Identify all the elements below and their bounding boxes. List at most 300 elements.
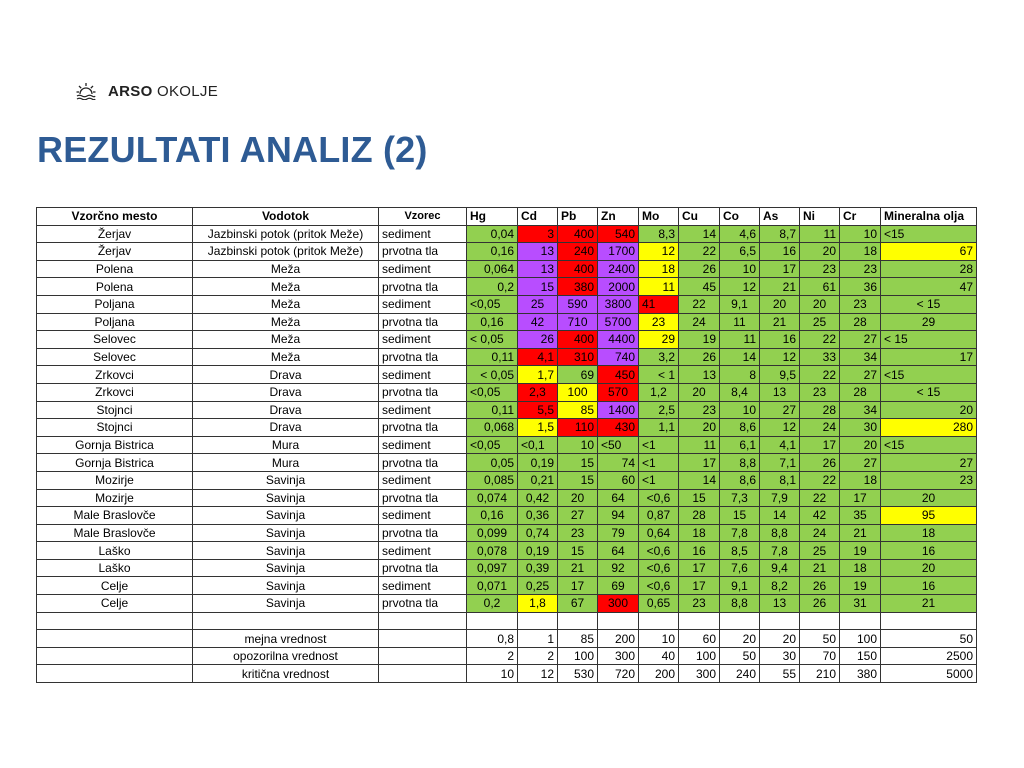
value-cell: 19 bbox=[840, 542, 881, 560]
value-cell: 0,2 bbox=[467, 595, 518, 613]
empty-cell bbox=[598, 612, 639, 630]
watercourse-cell: Drava bbox=[193, 401, 379, 419]
value-cell: 15 bbox=[720, 507, 760, 525]
table-row bbox=[37, 260, 977, 278]
value-cell: 18 bbox=[840, 471, 881, 489]
column-header: Vzorčno mesto bbox=[37, 208, 193, 226]
table-row bbox=[37, 507, 977, 525]
value-cell: 0,21 bbox=[518, 471, 558, 489]
sample-type-cell: prvotna tla bbox=[379, 595, 467, 613]
value-cell: 22 bbox=[800, 331, 840, 349]
value-cell: 0,074 bbox=[467, 489, 518, 507]
value-cell: 9,1 bbox=[720, 295, 760, 313]
limit-value-cell: 50 bbox=[881, 630, 977, 648]
value-cell: 47 bbox=[881, 278, 977, 296]
value-cell: 17 bbox=[881, 348, 977, 366]
value-cell: 22 bbox=[679, 295, 720, 313]
value-cell: 35 bbox=[840, 507, 881, 525]
value-cell: 0,19 bbox=[518, 542, 558, 560]
value-cell: 14 bbox=[679, 225, 720, 243]
value-cell: 0,097 bbox=[467, 559, 518, 577]
empty-cell bbox=[37, 612, 193, 630]
value-cell: 22 bbox=[800, 366, 840, 384]
value-cell: 3 bbox=[518, 225, 558, 243]
value-cell: 34 bbox=[840, 348, 881, 366]
limit-value-cell: 70 bbox=[800, 647, 840, 665]
limit-value-cell: 380 bbox=[840, 665, 881, 683]
table-row bbox=[37, 595, 977, 613]
value-cell: 20 bbox=[881, 401, 977, 419]
value-cell: 27 bbox=[840, 331, 881, 349]
sampling-site-cell: Mozirje bbox=[37, 489, 193, 507]
value-cell: 10 bbox=[720, 401, 760, 419]
value-cell: 590 bbox=[558, 295, 598, 313]
value-cell: 74 bbox=[598, 454, 639, 472]
value-cell: 21 bbox=[881, 595, 977, 613]
column-header: Cu bbox=[679, 208, 720, 226]
value-cell: 27 bbox=[558, 507, 598, 525]
value-cell: <0,6 bbox=[639, 489, 679, 507]
value-cell: < 15 bbox=[881, 331, 977, 349]
watercourse-cell: Meža bbox=[193, 295, 379, 313]
sample-type-cell: sediment bbox=[379, 577, 467, 595]
table-header-row bbox=[37, 208, 977, 226]
watercourse-cell: Savinja bbox=[193, 577, 379, 595]
limit-value-cell: 12 bbox=[518, 665, 558, 683]
value-cell: 0,05 bbox=[467, 454, 518, 472]
sampling-site-cell: Laško bbox=[37, 542, 193, 560]
limit-row bbox=[37, 630, 977, 648]
value-cell: 0,36 bbox=[518, 507, 558, 525]
limit-value-cell: 100 bbox=[558, 647, 598, 665]
sampling-site-cell: Mozirje bbox=[37, 471, 193, 489]
limit-value-cell: 50 bbox=[720, 647, 760, 665]
empty-cell bbox=[679, 612, 720, 630]
watercourse-cell: Jazbinski potok (pritok Meže) bbox=[193, 225, 379, 243]
limit-label-cell: kritična vrednost bbox=[193, 665, 379, 683]
brand-name: ARSO OKOLJE bbox=[108, 82, 219, 100]
empty-cell bbox=[467, 612, 518, 630]
watercourse-cell: Mura bbox=[193, 436, 379, 454]
value-cell: 34 bbox=[840, 401, 881, 419]
table-row bbox=[37, 489, 977, 507]
sampling-site-cell: Gornja Bistrica bbox=[37, 436, 193, 454]
limit-label-cell: mejna vrednost bbox=[193, 630, 379, 648]
value-cell: 20 bbox=[679, 419, 720, 437]
value-cell: 28 bbox=[840, 383, 881, 401]
value-cell: 61 bbox=[800, 278, 840, 296]
value-cell: 8,3 bbox=[639, 225, 679, 243]
value-cell: 0,04 bbox=[467, 225, 518, 243]
value-cell: 20 bbox=[558, 489, 598, 507]
value-cell: 8,8 bbox=[720, 454, 760, 472]
value-cell: 11 bbox=[800, 225, 840, 243]
sampling-site-cell: Selovec bbox=[37, 348, 193, 366]
value-cell: 15 bbox=[558, 542, 598, 560]
value-cell: 18 bbox=[639, 260, 679, 278]
column-header: Mineralna olja bbox=[881, 208, 977, 226]
value-cell: 2,3 bbox=[518, 383, 558, 401]
value-cell: 16 bbox=[881, 577, 977, 595]
value-cell: 30 bbox=[840, 419, 881, 437]
sampling-site-cell: Stojnci bbox=[37, 401, 193, 419]
sample-type-cell: prvotna tla bbox=[379, 489, 467, 507]
value-cell: < 0,05 bbox=[467, 366, 518, 384]
value-cell: 23 bbox=[679, 401, 720, 419]
value-cell: 79 bbox=[598, 524, 639, 542]
value-cell: <0,05 bbox=[467, 295, 518, 313]
value-cell: 25 bbox=[800, 542, 840, 560]
value-cell: 8 bbox=[720, 366, 760, 384]
table-row bbox=[37, 577, 977, 595]
value-cell: 0,64 bbox=[639, 524, 679, 542]
limit-row bbox=[37, 665, 977, 683]
watercourse-cell: Savinja bbox=[193, 595, 379, 613]
value-cell: 9,1 bbox=[720, 577, 760, 595]
value-cell: 20 bbox=[881, 489, 977, 507]
value-cell: 16 bbox=[760, 331, 800, 349]
value-cell: 22 bbox=[800, 489, 840, 507]
value-cell: 23 bbox=[679, 595, 720, 613]
sample-type-cell: sediment bbox=[379, 401, 467, 419]
value-cell: 0,071 bbox=[467, 577, 518, 595]
value-cell: 0,74 bbox=[518, 524, 558, 542]
value-cell: 27 bbox=[840, 454, 881, 472]
value-cell: 41 bbox=[639, 295, 679, 313]
value-cell: 13 bbox=[760, 383, 800, 401]
empty-cell bbox=[518, 612, 558, 630]
limit-value-cell: 100 bbox=[679, 647, 720, 665]
value-cell: 310 bbox=[558, 348, 598, 366]
value-cell: <1 bbox=[639, 471, 679, 489]
sampling-site-cell: Celje bbox=[37, 595, 193, 613]
value-cell: 1400 bbox=[598, 401, 639, 419]
watercourse-cell: Meža bbox=[193, 260, 379, 278]
value-cell: 0,25 bbox=[518, 577, 558, 595]
watercourse-cell: Savinja bbox=[193, 559, 379, 577]
value-cell: 25 bbox=[518, 295, 558, 313]
value-cell: <0,6 bbox=[639, 577, 679, 595]
value-cell: 20 bbox=[679, 383, 720, 401]
sampling-site-cell: Žerjav bbox=[37, 225, 193, 243]
empty-cell bbox=[840, 612, 881, 630]
sample-type-cell: prvotna tla bbox=[379, 524, 467, 542]
watercourse-cell: Savinja bbox=[193, 507, 379, 525]
watercourse-cell: Meža bbox=[193, 313, 379, 331]
value-cell: 27 bbox=[881, 454, 977, 472]
value-cell: 0,078 bbox=[467, 542, 518, 560]
value-cell: 23 bbox=[840, 295, 881, 313]
column-header: Zn bbox=[598, 208, 639, 226]
value-cell: <0,05 bbox=[467, 383, 518, 401]
value-cell: 20 bbox=[760, 295, 800, 313]
value-cell: <1 bbox=[639, 454, 679, 472]
value-cell: 7,8 bbox=[760, 542, 800, 560]
sample-type-cell: prvotna tla bbox=[379, 454, 467, 472]
table-row bbox=[37, 313, 977, 331]
value-cell: 8,1 bbox=[760, 471, 800, 489]
value-cell: 14 bbox=[720, 348, 760, 366]
arso-logo bbox=[76, 80, 218, 102]
value-cell: <1 bbox=[639, 436, 679, 454]
limit-row bbox=[37, 647, 977, 665]
value-cell: 69 bbox=[558, 366, 598, 384]
value-cell: 2000 bbox=[598, 278, 639, 296]
value-cell: < 0,05 bbox=[467, 331, 518, 349]
value-cell: 2,5 bbox=[639, 401, 679, 419]
value-cell: 17 bbox=[679, 454, 720, 472]
sampling-site-cell: Polena bbox=[37, 278, 193, 296]
limit-value-cell: 85 bbox=[558, 630, 598, 648]
value-cell: 5,5 bbox=[518, 401, 558, 419]
value-cell: 21 bbox=[800, 559, 840, 577]
value-cell: 36 bbox=[840, 278, 881, 296]
limit-value-cell: 200 bbox=[598, 630, 639, 648]
value-cell: 5700 bbox=[598, 313, 639, 331]
value-cell: 2400 bbox=[598, 260, 639, 278]
empty-cell bbox=[720, 612, 760, 630]
limit-value-cell: 210 bbox=[800, 665, 840, 683]
value-cell: 22 bbox=[679, 243, 720, 261]
sampling-site-cell: Celje bbox=[37, 577, 193, 595]
value-cell: 28 bbox=[800, 401, 840, 419]
value-cell: 69 bbox=[598, 577, 639, 595]
value-cell: 28 bbox=[840, 313, 881, 331]
value-cell: 8,7 bbox=[760, 225, 800, 243]
value-cell: 64 bbox=[598, 489, 639, 507]
value-cell: 7,6 bbox=[720, 559, 760, 577]
value-cell: 15 bbox=[558, 454, 598, 472]
value-cell: 540 bbox=[598, 225, 639, 243]
value-cell: 29 bbox=[639, 331, 679, 349]
value-cell: 24 bbox=[679, 313, 720, 331]
value-cell: 8,6 bbox=[720, 419, 760, 437]
sample-type-cell: prvotna tla bbox=[379, 559, 467, 577]
value-cell: 23 bbox=[639, 313, 679, 331]
value-cell: <15 bbox=[881, 366, 977, 384]
sample-type-cell: sediment bbox=[379, 507, 467, 525]
empty-cell bbox=[193, 612, 379, 630]
value-cell: 0,65 bbox=[639, 595, 679, 613]
value-cell: 19 bbox=[840, 577, 881, 595]
value-cell: 10 bbox=[840, 225, 881, 243]
value-cell: 26 bbox=[800, 577, 840, 595]
sample-type-cell: sediment bbox=[379, 260, 467, 278]
value-cell: < 15 bbox=[881, 295, 977, 313]
limit-value-cell: 30 bbox=[760, 647, 800, 665]
value-cell: <50 bbox=[598, 436, 639, 454]
value-cell: 24 bbox=[800, 419, 840, 437]
value-cell: 280 bbox=[881, 419, 977, 437]
empty-cell bbox=[760, 612, 800, 630]
value-cell: 15 bbox=[518, 278, 558, 296]
value-cell: 0,085 bbox=[467, 471, 518, 489]
limit-value-cell: 10 bbox=[639, 630, 679, 648]
sample-type-cell: prvotna tla bbox=[379, 313, 467, 331]
column-header: Hg bbox=[467, 208, 518, 226]
value-cell: 11 bbox=[679, 436, 720, 454]
value-cell: 8,4 bbox=[720, 383, 760, 401]
value-cell: 740 bbox=[598, 348, 639, 366]
results-table bbox=[36, 207, 977, 683]
watercourse-cell: Meža bbox=[193, 331, 379, 349]
value-cell: 16 bbox=[760, 243, 800, 261]
value-cell: 400 bbox=[558, 225, 598, 243]
column-header: Vzorec bbox=[379, 208, 467, 226]
sampling-site-cell: Male Braslovče bbox=[37, 524, 193, 542]
watercourse-cell: Savinja bbox=[193, 489, 379, 507]
sampling-site-cell: Gornja Bistrica bbox=[37, 454, 193, 472]
value-cell: 85 bbox=[558, 401, 598, 419]
value-cell: 9,4 bbox=[760, 559, 800, 577]
limit-value-cell: 2 bbox=[518, 647, 558, 665]
value-cell: 4,1 bbox=[518, 348, 558, 366]
watercourse-cell: Meža bbox=[193, 278, 379, 296]
value-cell: 21 bbox=[840, 524, 881, 542]
watercourse-cell: Drava bbox=[193, 383, 379, 401]
value-cell: 8,5 bbox=[720, 542, 760, 560]
value-cell: 19 bbox=[679, 331, 720, 349]
value-cell: 6,1 bbox=[720, 436, 760, 454]
sample-type-cell: prvotna tla bbox=[379, 383, 467, 401]
value-cell: 12 bbox=[760, 419, 800, 437]
limit-value-cell: 300 bbox=[679, 665, 720, 683]
empty-cell bbox=[379, 612, 467, 630]
value-cell: 17 bbox=[679, 559, 720, 577]
value-cell: 45 bbox=[679, 278, 720, 296]
watercourse-cell: Drava bbox=[193, 419, 379, 437]
value-cell: 20 bbox=[881, 559, 977, 577]
value-cell: 26 bbox=[679, 260, 720, 278]
limit-value-cell: 40 bbox=[639, 647, 679, 665]
sampling-site-cell: Zrkovci bbox=[37, 383, 193, 401]
value-cell: 60 bbox=[598, 471, 639, 489]
table-row bbox=[37, 419, 977, 437]
value-cell: 28 bbox=[881, 260, 977, 278]
value-cell: 94 bbox=[598, 507, 639, 525]
value-cell: 17 bbox=[679, 577, 720, 595]
limit-value-cell: 240 bbox=[720, 665, 760, 683]
value-cell: 28 bbox=[679, 507, 720, 525]
value-cell: 0,16 bbox=[467, 313, 518, 331]
value-cell: <0,6 bbox=[639, 542, 679, 560]
value-cell: 430 bbox=[598, 419, 639, 437]
value-cell: 26 bbox=[679, 348, 720, 366]
value-cell: 12 bbox=[639, 243, 679, 261]
value-cell: 16 bbox=[679, 542, 720, 560]
sample-type-cell: prvotna tla bbox=[379, 243, 467, 261]
value-cell: 14 bbox=[679, 471, 720, 489]
value-cell: 20 bbox=[800, 243, 840, 261]
value-cell: 3,2 bbox=[639, 348, 679, 366]
column-header: Cd bbox=[518, 208, 558, 226]
empty-cell bbox=[639, 612, 679, 630]
value-cell: 450 bbox=[598, 366, 639, 384]
value-cell: 1,1 bbox=[639, 419, 679, 437]
watercourse-cell: Meža bbox=[193, 348, 379, 366]
column-header: As bbox=[760, 208, 800, 226]
sample-type-cell: sediment bbox=[379, 331, 467, 349]
limit-value-cell: 50 bbox=[800, 630, 840, 648]
sampling-site-cell: Laško bbox=[37, 559, 193, 577]
table-row bbox=[37, 471, 977, 489]
limit-value-cell: 150 bbox=[840, 647, 881, 665]
value-cell: 110 bbox=[558, 419, 598, 437]
value-cell: 10 bbox=[558, 436, 598, 454]
limit-value-cell: 100 bbox=[840, 630, 881, 648]
value-cell: 12 bbox=[760, 348, 800, 366]
table-row bbox=[37, 295, 977, 313]
empty-cell bbox=[379, 647, 467, 665]
value-cell: <0,1 bbox=[518, 436, 558, 454]
value-cell: 570 bbox=[598, 383, 639, 401]
column-header: Cr bbox=[840, 208, 881, 226]
value-cell: 6,5 bbox=[720, 243, 760, 261]
page-title: REZULTATI ANALIZ (2) bbox=[37, 129, 428, 170]
value-cell: <0,6 bbox=[639, 559, 679, 577]
value-cell: 18 bbox=[840, 559, 881, 577]
value-cell: 13 bbox=[760, 595, 800, 613]
value-cell: < 15 bbox=[881, 383, 977, 401]
value-cell: 400 bbox=[558, 260, 598, 278]
limit-value-cell: 2500 bbox=[881, 647, 977, 665]
value-cell: 21 bbox=[760, 313, 800, 331]
value-cell: 26 bbox=[518, 331, 558, 349]
value-cell: 8,8 bbox=[720, 595, 760, 613]
value-cell: 4,6 bbox=[720, 225, 760, 243]
value-cell: 15 bbox=[558, 471, 598, 489]
watercourse-cell: Drava bbox=[193, 366, 379, 384]
value-cell: 18 bbox=[881, 524, 977, 542]
value-cell: 0,87 bbox=[639, 507, 679, 525]
value-cell: 13 bbox=[518, 260, 558, 278]
value-cell: 1700 bbox=[598, 243, 639, 261]
value-cell: 8,2 bbox=[760, 577, 800, 595]
value-cell: 67 bbox=[881, 243, 977, 261]
value-cell: 0,39 bbox=[518, 559, 558, 577]
empty-cell bbox=[558, 612, 598, 630]
table-row bbox=[37, 454, 977, 472]
value-cell: 100 bbox=[558, 383, 598, 401]
column-header: Co bbox=[720, 208, 760, 226]
value-cell: 0,42 bbox=[518, 489, 558, 507]
value-cell: 0,11 bbox=[467, 348, 518, 366]
value-cell: 16 bbox=[881, 542, 977, 560]
sample-type-cell: sediment bbox=[379, 225, 467, 243]
sampling-site-cell: Poljana bbox=[37, 295, 193, 313]
table-row bbox=[37, 243, 977, 261]
value-cell: 7,8 bbox=[720, 524, 760, 542]
value-cell: 42 bbox=[800, 507, 840, 525]
value-cell: <0,05 bbox=[467, 436, 518, 454]
value-cell: 4400 bbox=[598, 331, 639, 349]
column-header: Ni bbox=[800, 208, 840, 226]
sample-type-cell: sediment bbox=[379, 542, 467, 560]
value-cell: 24 bbox=[800, 524, 840, 542]
value-cell: 0,11 bbox=[467, 401, 518, 419]
sampling-site-cell: Male Braslovče bbox=[37, 507, 193, 525]
value-cell: 25 bbox=[800, 313, 840, 331]
value-cell: 240 bbox=[558, 243, 598, 261]
value-cell: 1,2 bbox=[639, 383, 679, 401]
table-row bbox=[37, 401, 977, 419]
empty-cell bbox=[379, 630, 467, 648]
limit-value-cell: 5000 bbox=[881, 665, 977, 683]
value-cell: 0,19 bbox=[518, 454, 558, 472]
value-cell: 33 bbox=[800, 348, 840, 366]
value-cell: 380 bbox=[558, 278, 598, 296]
value-cell: 0,16 bbox=[467, 243, 518, 261]
